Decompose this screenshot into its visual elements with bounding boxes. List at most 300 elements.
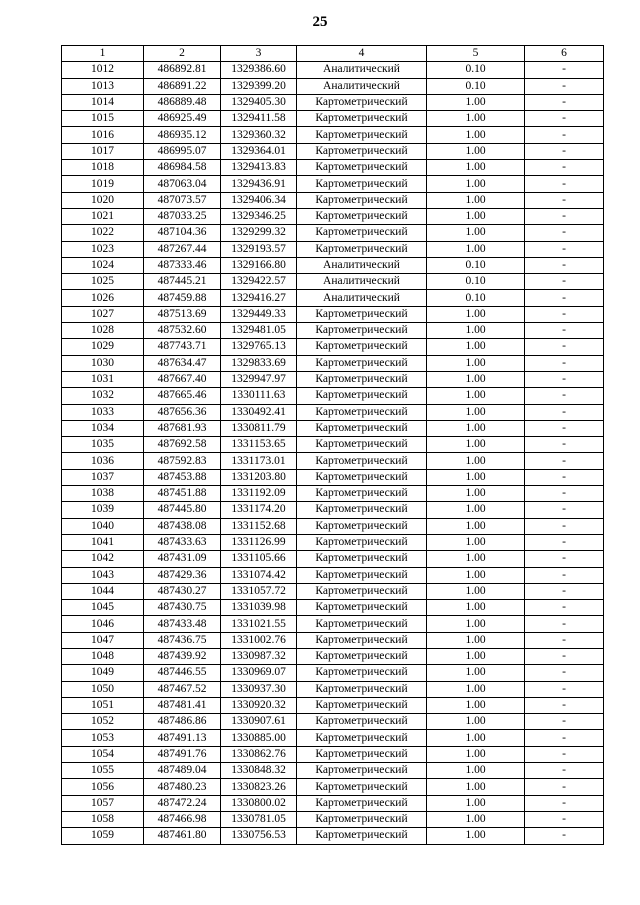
note-cell: - — [525, 681, 604, 697]
point-number-cell: 1050 — [62, 681, 144, 697]
point-number-cell: 1053 — [62, 730, 144, 746]
accuracy-cell: 1.00 — [427, 94, 525, 110]
point-number-cell: 1057 — [62, 795, 144, 811]
table-row — [62, 420, 604, 436]
x-coordinate-cell: 486891.22 — [144, 78, 221, 94]
note-cell: - — [525, 127, 604, 143]
accuracy-cell: 1.00 — [427, 600, 525, 616]
note-cell: - — [525, 795, 604, 811]
method-cell: Картометрический — [297, 143, 427, 159]
point-number-cell: 1019 — [62, 176, 144, 192]
x-coordinate-cell: 487433.48 — [144, 616, 221, 632]
accuracy-cell: 1.00 — [427, 632, 525, 648]
accuracy-cell: 1.00 — [427, 420, 525, 436]
y-coordinate-cell: 1330823.26 — [221, 779, 297, 795]
y-coordinate-cell: 1329481.05 — [221, 323, 297, 339]
table-row — [62, 632, 604, 648]
method-cell: Картометрический — [297, 534, 427, 550]
point-number-cell: 1039 — [62, 502, 144, 518]
table-row — [62, 371, 604, 387]
method-cell: Картометрический — [297, 746, 427, 762]
point-number-cell: 1055 — [62, 763, 144, 779]
y-coordinate-cell: 1329346.25 — [221, 208, 297, 224]
note-cell: - — [525, 192, 604, 208]
point-number-cell: 1042 — [62, 551, 144, 567]
y-coordinate-cell: 1330811.79 — [221, 420, 297, 436]
x-coordinate-cell: 487491.13 — [144, 730, 221, 746]
x-coordinate-cell: 487431.09 — [144, 551, 221, 567]
y-coordinate-cell: 1330969.07 — [221, 665, 297, 681]
table-row — [62, 257, 604, 273]
table-row — [62, 811, 604, 827]
column-header: 6 — [525, 46, 604, 62]
method-cell: Картометрический — [297, 616, 427, 632]
point-number-cell: 1058 — [62, 811, 144, 827]
point-number-cell: 1030 — [62, 355, 144, 371]
x-coordinate-cell: 487592.83 — [144, 453, 221, 469]
note-cell: - — [525, 763, 604, 779]
accuracy-cell: 1.00 — [427, 779, 525, 795]
accuracy-cell: 1.00 — [427, 567, 525, 583]
table-row — [62, 274, 604, 290]
y-coordinate-cell: 1330907.61 — [221, 714, 297, 730]
note-cell: - — [525, 714, 604, 730]
note-cell: - — [525, 290, 604, 306]
x-coordinate-cell: 487445.21 — [144, 274, 221, 290]
y-coordinate-cell: 1331002.76 — [221, 632, 297, 648]
accuracy-cell: 1.00 — [427, 681, 525, 697]
accuracy-cell: 1.00 — [427, 551, 525, 567]
y-coordinate-cell: 1329765.13 — [221, 339, 297, 355]
note-cell: - — [525, 94, 604, 110]
accuracy-cell: 1.00 — [427, 502, 525, 518]
x-coordinate-cell: 487491.76 — [144, 746, 221, 762]
method-cell: Аналитический — [297, 78, 427, 94]
y-coordinate-cell: 1330111.63 — [221, 388, 297, 404]
table-row — [62, 111, 604, 127]
y-coordinate-cell: 1329299.32 — [221, 225, 297, 241]
table-row — [62, 697, 604, 713]
x-coordinate-cell: 487439.92 — [144, 648, 221, 664]
note-cell: - — [525, 225, 604, 241]
method-cell: Картометрический — [297, 811, 427, 827]
table-row — [62, 518, 604, 534]
point-number-cell: 1020 — [62, 192, 144, 208]
y-coordinate-cell: 1331126.99 — [221, 534, 297, 550]
accuracy-cell: 1.00 — [427, 143, 525, 159]
table-header-row — [62, 46, 604, 62]
table-row — [62, 795, 604, 811]
y-coordinate-cell: 1330800.02 — [221, 795, 297, 811]
point-number-cell: 1036 — [62, 453, 144, 469]
table-row — [62, 94, 604, 110]
method-cell: Аналитический — [297, 62, 427, 78]
accuracy-cell: 1.00 — [427, 323, 525, 339]
note-cell: - — [525, 469, 604, 485]
x-coordinate-cell: 487451.88 — [144, 486, 221, 502]
accuracy-cell: 1.00 — [427, 665, 525, 681]
table-row — [62, 534, 604, 550]
method-cell: Картометрический — [297, 486, 427, 502]
method-cell: Картометрический — [297, 111, 427, 127]
x-coordinate-cell: 487104.36 — [144, 225, 221, 241]
point-number-cell: 1021 — [62, 208, 144, 224]
point-number-cell: 1022 — [62, 225, 144, 241]
column-header: 3 — [221, 46, 297, 62]
table-row — [62, 469, 604, 485]
method-cell: Картометрический — [297, 404, 427, 420]
accuracy-cell: 1.00 — [427, 192, 525, 208]
point-number-cell: 1014 — [62, 94, 144, 110]
method-cell: Картометрический — [297, 714, 427, 730]
point-number-cell: 1059 — [62, 828, 144, 844]
table-row — [62, 192, 604, 208]
point-number-cell: 1027 — [62, 306, 144, 322]
point-number-cell: 1012 — [62, 62, 144, 78]
y-coordinate-cell: 1330885.00 — [221, 730, 297, 746]
note-cell: - — [525, 143, 604, 159]
x-coordinate-cell: 487433.63 — [144, 534, 221, 550]
point-number-cell: 1046 — [62, 616, 144, 632]
note-cell: - — [525, 437, 604, 453]
accuracy-cell: 1.00 — [427, 469, 525, 485]
note-cell: - — [525, 176, 604, 192]
x-coordinate-cell: 487656.36 — [144, 404, 221, 420]
x-coordinate-cell: 487459.88 — [144, 290, 221, 306]
accuracy-cell: 1.00 — [427, 730, 525, 746]
method-cell: Картометрический — [297, 241, 427, 257]
table-row — [62, 437, 604, 453]
coordinates-table — [61, 45, 604, 845]
note-cell: - — [525, 828, 604, 844]
table-row — [62, 551, 604, 567]
column-header: 1 — [62, 46, 144, 62]
point-number-cell: 1016 — [62, 127, 144, 143]
y-coordinate-cell: 1331152.68 — [221, 518, 297, 534]
table-row — [62, 241, 604, 257]
accuracy-cell: 1.00 — [427, 437, 525, 453]
table-row — [62, 746, 604, 762]
x-coordinate-cell: 487073.57 — [144, 192, 221, 208]
accuracy-cell: 1.00 — [427, 371, 525, 387]
table-row — [62, 208, 604, 224]
note-cell: - — [525, 371, 604, 387]
point-number-cell: 1026 — [62, 290, 144, 306]
accuracy-cell: 1.00 — [427, 111, 525, 127]
x-coordinate-cell: 487445.80 — [144, 502, 221, 518]
method-cell: Картометрический — [297, 192, 427, 208]
accuracy-cell: 1.00 — [427, 176, 525, 192]
note-cell: - — [525, 697, 604, 713]
table-row — [62, 355, 604, 371]
x-coordinate-cell: 487466.98 — [144, 811, 221, 827]
method-cell: Картометрический — [297, 600, 427, 616]
table-row — [62, 306, 604, 322]
y-coordinate-cell: 1329947.97 — [221, 371, 297, 387]
note-cell: - — [525, 534, 604, 550]
method-cell: Картометрический — [297, 763, 427, 779]
method-cell: Картометрический — [297, 453, 427, 469]
point-number-cell: 1018 — [62, 160, 144, 176]
y-coordinate-cell: 1329833.69 — [221, 355, 297, 371]
accuracy-cell: 1.00 — [427, 795, 525, 811]
method-cell: Картометрический — [297, 567, 427, 583]
table-row — [62, 225, 604, 241]
table-row — [62, 486, 604, 502]
table-row — [62, 567, 604, 583]
table-row — [62, 828, 604, 844]
accuracy-cell: 1.00 — [427, 697, 525, 713]
table-row — [62, 339, 604, 355]
point-number-cell: 1013 — [62, 78, 144, 94]
note-cell: - — [525, 632, 604, 648]
x-coordinate-cell: 486995.07 — [144, 143, 221, 159]
x-coordinate-cell: 487453.88 — [144, 469, 221, 485]
note-cell: - — [525, 502, 604, 518]
point-number-cell: 1052 — [62, 714, 144, 730]
accuracy-cell: 1.00 — [427, 388, 525, 404]
method-cell: Аналитический — [297, 274, 427, 290]
point-number-cell: 1029 — [62, 339, 144, 355]
note-cell: - — [525, 567, 604, 583]
note-cell: - — [525, 208, 604, 224]
method-cell: Картометрический — [297, 420, 427, 436]
point-number-cell: 1037 — [62, 469, 144, 485]
method-cell: Картометрический — [297, 388, 427, 404]
accuracy-cell: 1.00 — [427, 339, 525, 355]
accuracy-cell: 0.10 — [427, 78, 525, 94]
method-cell: Картометрический — [297, 208, 427, 224]
x-coordinate-cell: 486984.58 — [144, 160, 221, 176]
y-coordinate-cell: 1329193.57 — [221, 241, 297, 257]
point-number-cell: 1040 — [62, 518, 144, 534]
accuracy-cell: 0.10 — [427, 274, 525, 290]
accuracy-cell: 1.00 — [427, 453, 525, 469]
method-cell: Картометрический — [297, 648, 427, 664]
x-coordinate-cell: 487438.08 — [144, 518, 221, 534]
table-row — [62, 763, 604, 779]
method-cell: Картометрический — [297, 779, 427, 795]
y-coordinate-cell: 1330862.76 — [221, 746, 297, 762]
note-cell: - — [525, 518, 604, 534]
accuracy-cell: 1.00 — [427, 306, 525, 322]
method-cell: Картометрический — [297, 632, 427, 648]
accuracy-cell: 1.00 — [427, 404, 525, 420]
note-cell: - — [525, 616, 604, 632]
note-cell: - — [525, 257, 604, 273]
point-number-cell: 1032 — [62, 388, 144, 404]
method-cell: Картометрический — [297, 681, 427, 697]
note-cell: - — [525, 779, 604, 795]
table-row — [62, 648, 604, 664]
y-coordinate-cell: 1329406.34 — [221, 192, 297, 208]
y-coordinate-cell: 1330937.30 — [221, 681, 297, 697]
point-number-cell: 1035 — [62, 437, 144, 453]
table-row — [62, 502, 604, 518]
table-row — [62, 616, 604, 632]
y-coordinate-cell: 1330920.32 — [221, 697, 297, 713]
x-coordinate-cell: 486925.49 — [144, 111, 221, 127]
y-coordinate-cell: 1329360.32 — [221, 127, 297, 143]
method-cell: Картометрический — [297, 437, 427, 453]
y-coordinate-cell: 1330848.32 — [221, 763, 297, 779]
table-row — [62, 143, 604, 159]
x-coordinate-cell: 487461.80 — [144, 828, 221, 844]
y-coordinate-cell: 1331153.65 — [221, 437, 297, 453]
y-coordinate-cell: 1331203.80 — [221, 469, 297, 485]
point-number-cell: 1056 — [62, 779, 144, 795]
x-coordinate-cell: 487667.40 — [144, 371, 221, 387]
x-coordinate-cell: 486889.48 — [144, 94, 221, 110]
method-cell: Аналитический — [297, 257, 427, 273]
note-cell: - — [525, 323, 604, 339]
note-cell: - — [525, 388, 604, 404]
x-coordinate-cell: 487481.41 — [144, 697, 221, 713]
table-row — [62, 388, 604, 404]
method-cell: Картометрический — [297, 339, 427, 355]
accuracy-cell: 1.00 — [427, 828, 525, 844]
point-number-cell: 1017 — [62, 143, 144, 159]
method-cell: Картометрический — [297, 518, 427, 534]
x-coordinate-cell: 487486.86 — [144, 714, 221, 730]
x-coordinate-cell: 487467.52 — [144, 681, 221, 697]
method-cell: Картометрический — [297, 160, 427, 176]
x-coordinate-cell: 487472.24 — [144, 795, 221, 811]
method-cell: Картометрический — [297, 371, 427, 387]
note-cell: - — [525, 404, 604, 420]
table-row — [62, 600, 604, 616]
table-row — [62, 583, 604, 599]
y-coordinate-cell: 1329364.01 — [221, 143, 297, 159]
y-coordinate-cell: 1330492.41 — [221, 404, 297, 420]
point-number-cell: 1028 — [62, 323, 144, 339]
method-cell: Картометрический — [297, 323, 427, 339]
x-coordinate-cell: 487532.60 — [144, 323, 221, 339]
y-coordinate-cell: 1331173.01 — [221, 453, 297, 469]
method-cell: Картометрический — [297, 469, 427, 485]
x-coordinate-cell: 487063.04 — [144, 176, 221, 192]
accuracy-cell: 1.00 — [427, 225, 525, 241]
accuracy-cell: 1.00 — [427, 127, 525, 143]
table-row — [62, 62, 604, 78]
column-header: 2 — [144, 46, 221, 62]
x-coordinate-cell: 487665.46 — [144, 388, 221, 404]
method-cell: Картометрический — [297, 355, 427, 371]
table-body — [62, 62, 604, 844]
table-row — [62, 681, 604, 697]
table-row — [62, 127, 604, 143]
x-coordinate-cell: 487489.04 — [144, 763, 221, 779]
table-row — [62, 290, 604, 306]
x-coordinate-cell: 487429.36 — [144, 567, 221, 583]
note-cell: - — [525, 811, 604, 827]
y-coordinate-cell: 1329411.58 — [221, 111, 297, 127]
point-number-cell: 1045 — [62, 600, 144, 616]
method-cell: Картометрический — [297, 583, 427, 599]
x-coordinate-cell: 486935.12 — [144, 127, 221, 143]
x-coordinate-cell: 487692.58 — [144, 437, 221, 453]
point-number-cell: 1024 — [62, 257, 144, 273]
x-coordinate-cell: 487743.71 — [144, 339, 221, 355]
note-cell: - — [525, 62, 604, 78]
point-number-cell: 1038 — [62, 486, 144, 502]
accuracy-cell: 1.00 — [427, 714, 525, 730]
note-cell: - — [525, 339, 604, 355]
y-coordinate-cell: 1329405.30 — [221, 94, 297, 110]
y-coordinate-cell: 1331105.66 — [221, 551, 297, 567]
method-cell: Картометрический — [297, 697, 427, 713]
y-coordinate-cell: 1329399.20 — [221, 78, 297, 94]
x-coordinate-cell: 487634.47 — [144, 355, 221, 371]
y-coordinate-cell: 1329449.33 — [221, 306, 297, 322]
note-cell: - — [525, 730, 604, 746]
y-coordinate-cell: 1330987.32 — [221, 648, 297, 664]
method-cell: Картометрический — [297, 127, 427, 143]
y-coordinate-cell: 1331057.72 — [221, 583, 297, 599]
table-row — [62, 404, 604, 420]
y-coordinate-cell: 1330781.05 — [221, 811, 297, 827]
x-coordinate-cell: 487430.27 — [144, 583, 221, 599]
y-coordinate-cell: 1331074.42 — [221, 567, 297, 583]
point-number-cell: 1025 — [62, 274, 144, 290]
point-number-cell: 1043 — [62, 567, 144, 583]
accuracy-cell: 1.00 — [427, 763, 525, 779]
page-number: 25 — [312, 14, 328, 30]
table-row — [62, 665, 604, 681]
y-coordinate-cell: 1331192.09 — [221, 486, 297, 502]
note-cell: - — [525, 274, 604, 290]
note-cell: - — [525, 420, 604, 436]
x-coordinate-cell: 487267.44 — [144, 241, 221, 257]
point-number-cell: 1048 — [62, 648, 144, 664]
note-cell: - — [525, 355, 604, 371]
y-coordinate-cell: 1331174.20 — [221, 502, 297, 518]
accuracy-cell: 0.10 — [427, 257, 525, 273]
accuracy-cell: 1.00 — [427, 648, 525, 664]
table-row — [62, 730, 604, 746]
table-row — [62, 453, 604, 469]
point-number-cell: 1033 — [62, 404, 144, 420]
method-cell: Картометрический — [297, 665, 427, 681]
accuracy-cell: 0.10 — [427, 62, 525, 78]
table-row — [62, 714, 604, 730]
y-coordinate-cell: 1331039.98 — [221, 600, 297, 616]
column-header: 5 — [427, 46, 525, 62]
method-cell: Картометрический — [297, 225, 427, 241]
y-coordinate-cell: 1329386.60 — [221, 62, 297, 78]
x-coordinate-cell: 487333.46 — [144, 257, 221, 273]
note-cell: - — [525, 111, 604, 127]
accuracy-cell: 0.10 — [427, 290, 525, 306]
y-coordinate-cell: 1329436.91 — [221, 176, 297, 192]
method-cell: Картометрический — [297, 730, 427, 746]
method-cell: Аналитический — [297, 290, 427, 306]
note-cell: - — [525, 746, 604, 762]
accuracy-cell: 1.00 — [427, 534, 525, 550]
x-coordinate-cell: 487446.55 — [144, 665, 221, 681]
accuracy-cell: 1.00 — [427, 811, 525, 827]
note-cell: - — [525, 600, 604, 616]
point-number-cell: 1049 — [62, 665, 144, 681]
accuracy-cell: 1.00 — [427, 746, 525, 762]
point-number-cell: 1034 — [62, 420, 144, 436]
note-cell: - — [525, 665, 604, 681]
x-coordinate-cell: 487513.69 — [144, 306, 221, 322]
table-row — [62, 779, 604, 795]
accuracy-cell: 1.00 — [427, 486, 525, 502]
method-cell: Картометрический — [297, 828, 427, 844]
y-coordinate-cell: 1329416.27 — [221, 290, 297, 306]
